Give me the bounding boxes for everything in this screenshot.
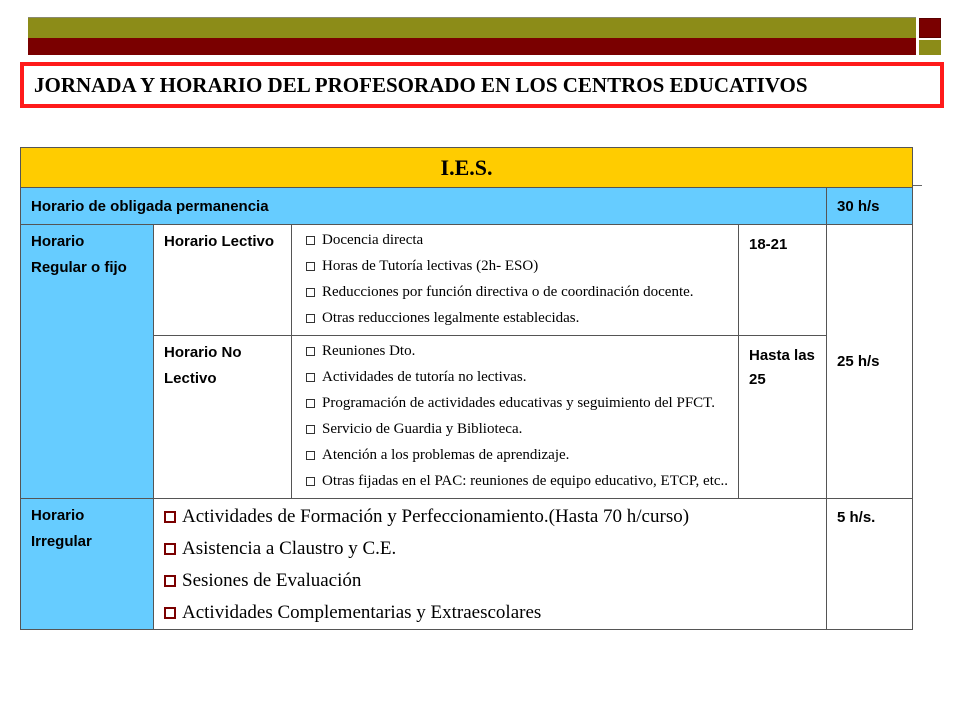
list-item <box>302 230 730 251</box>
irregular-list <box>154 499 826 629</box>
list-item <box>162 537 818 561</box>
lectivo-list <box>292 225 738 335</box>
irregular-label: Horario Irregular <box>21 499 154 630</box>
irregular-hours: 5 h/s. <box>827 499 913 630</box>
obligada-row <box>21 188 913 225</box>
checkbox-icon <box>306 451 315 460</box>
corner-square-maroon <box>919 18 941 38</box>
checkbox-icon <box>306 399 315 408</box>
no-lectivo-row <box>21 336 913 499</box>
corner-square-olive <box>919 40 941 55</box>
list-item-text: Sesiones de Evaluación <box>182 570 362 591</box>
list-item <box>302 256 730 277</box>
list-item-text: Reuniones Dto. <box>322 343 416 359</box>
list-item-text: Docencia directa <box>322 232 424 248</box>
checkbox-icon <box>164 607 176 619</box>
page-title: JORNADA Y HORARIO DEL PROFESORADO EN LOS CENTROS EDUCATIVOS <box>34 72 808 97</box>
list-item <box>302 419 730 440</box>
list-item-text: Actividades Complementarias y Extraescolares <box>182 602 542 623</box>
irregular-row <box>21 499 913 630</box>
lectivo-row <box>21 225 913 336</box>
checkbox-icon <box>306 236 315 245</box>
checkbox-icon <box>164 575 176 587</box>
no-lectivo-list <box>292 336 738 498</box>
list-item <box>162 569 818 593</box>
ies-row <box>21 148 913 188</box>
list-item-text: Atención a los problemas de aprendizaje. <box>322 447 570 463</box>
list-item-text: Otras reducciones legalmente establecidas. <box>322 310 580 326</box>
list-item <box>302 471 730 492</box>
list-item <box>302 341 730 362</box>
list-item-text: Programación de actividades educativas y seguimiento del PFCT. <box>322 395 715 411</box>
checkbox-icon <box>306 477 315 486</box>
obligada-label: Horario de obligada permanencia <box>21 188 827 225</box>
list-item-text: Horas de Tutoría lectivas (2h- ESO) <box>322 258 539 274</box>
ies-header: I.E.S. <box>21 148 913 188</box>
list-item <box>162 601 818 625</box>
checkbox-icon <box>306 425 315 434</box>
schedule-table <box>20 147 913 630</box>
lectivo-items-cell <box>292 225 739 336</box>
list-item <box>302 445 730 466</box>
decorative-tick <box>912 185 922 186</box>
list-item <box>302 393 730 414</box>
lectivo-label: Horario Lectivo <box>154 225 292 336</box>
list-item <box>302 367 730 388</box>
list-item-text: Otras fijadas en el PAC: reuniones de equipo educativo, ETCP, etc.. <box>322 473 729 489</box>
list-item <box>162 505 818 529</box>
checkbox-icon <box>306 262 315 271</box>
checkbox-icon <box>164 543 176 555</box>
regular-total-hours: 25 h/s <box>827 225 913 499</box>
checkbox-icon <box>306 373 315 382</box>
checkbox-icon <box>306 288 315 297</box>
top-band-olive <box>28 18 916 38</box>
no-lectivo-hours: Hasta las 25 <box>739 336 827 499</box>
obligada-hours: 30 h/s <box>827 188 913 225</box>
list-item-text: Actividades de tutoría no lectivas. <box>322 369 527 385</box>
top-band-maroon <box>28 38 916 55</box>
list-item <box>302 282 730 303</box>
no-lectivo-items-cell <box>292 336 739 499</box>
list-item-text: Reducciones por función directiva o de coordinación docente. <box>322 284 694 300</box>
title-box <box>20 62 944 108</box>
checkbox-icon <box>164 511 176 523</box>
regular-label: Horario Regular o fijo <box>21 225 154 499</box>
no-lectivo-label: Horario No Lectivo <box>154 336 292 499</box>
lectivo-hours: 18-21 <box>739 225 827 336</box>
list-item-text: Servicio de Guardia y Biblioteca. <box>322 421 523 437</box>
checkbox-icon <box>306 314 315 323</box>
list-item-text: Asistencia a Claustro y C.E. <box>182 538 397 559</box>
list-item <box>302 308 730 329</box>
irregular-items-cell <box>154 499 827 630</box>
checkbox-icon <box>306 347 315 356</box>
list-item-text: Actividades de Formación y Perfeccionamiento.(Hasta 70 h/curso) <box>182 506 690 527</box>
